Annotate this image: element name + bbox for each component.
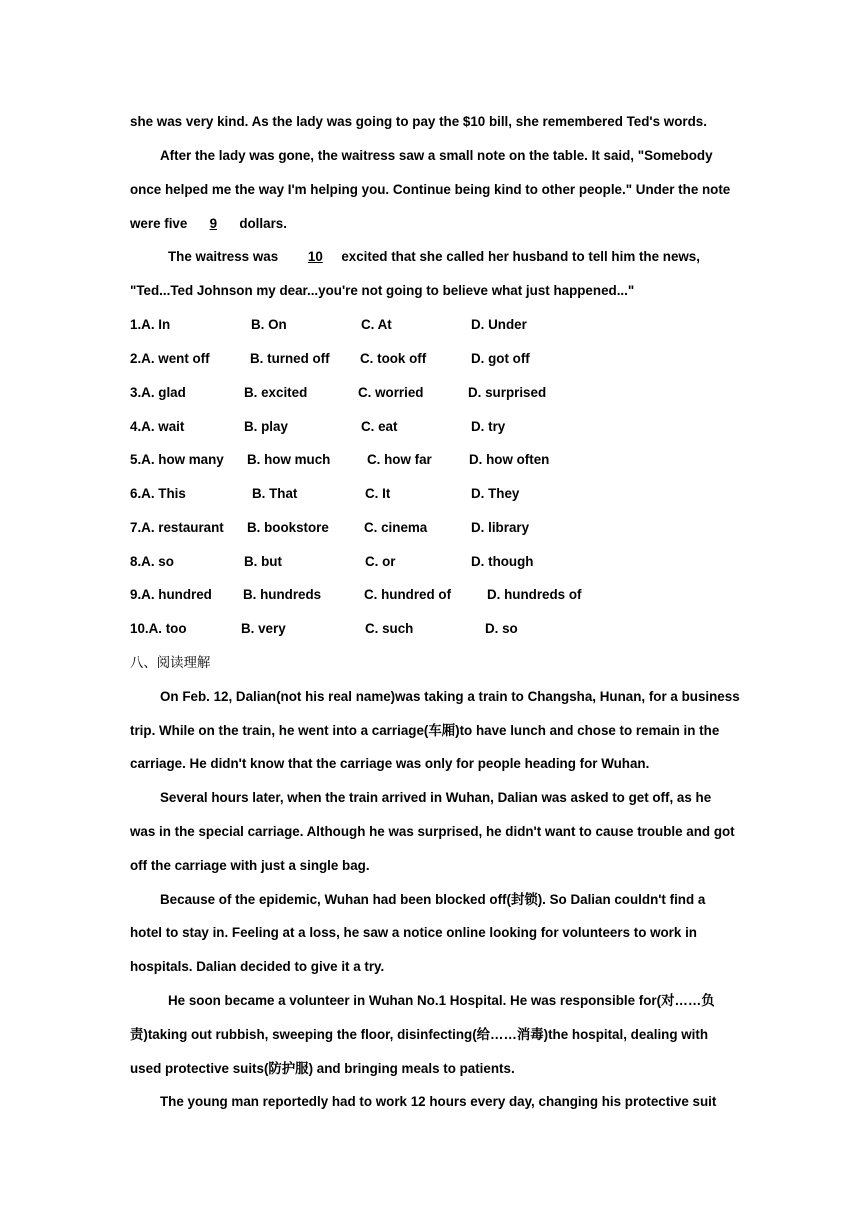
- option-d: D. got off: [471, 351, 530, 366]
- option-a: 2.A. went off: [130, 351, 210, 366]
- reading-line: trip. While on the train, he went into a carriage(车厢)to have lunch and chose to remain in the: [130, 723, 720, 738]
- cloze-text: The waitress was: [168, 249, 279, 264]
- reading-line: was in the special carriage. Although he was surprised, he didn't want to cause trouble and got: [130, 824, 735, 839]
- option-a: 7.A. restaurant: [130, 520, 224, 535]
- option-d: D. so: [485, 621, 518, 636]
- option-c: C. or: [365, 554, 396, 569]
- option-b: B. On: [251, 317, 287, 332]
- option-b: B. very: [241, 621, 286, 636]
- option-c: C. such: [365, 621, 414, 636]
- reading-line: Several hours later, when the train arrived in Wuhan, Dalian was asked to get off, as he: [160, 790, 712, 805]
- option-c: C. eat: [361, 419, 398, 434]
- option-b: B. hundreds: [243, 587, 322, 602]
- reading-line: He soon became a volunteer in Wuhan No.1 Hospital. He was responsible for(对……负: [168, 993, 715, 1008]
- reading-line: used protective suits(防护服) and bringing meals to patients.: [130, 1061, 515, 1076]
- option-b: B. bookstore: [247, 520, 329, 535]
- option-b: B. excited: [244, 385, 308, 400]
- blank-9: 9: [209, 216, 218, 231]
- option-a: 9.A. hundred: [130, 587, 212, 602]
- option-c: C. hundred of: [364, 587, 452, 602]
- option-c: C. took off: [360, 351, 427, 366]
- option-a: 1.A. In: [130, 317, 171, 332]
- option-b: B. play: [244, 419, 288, 434]
- option-d: D. how often: [469, 452, 550, 467]
- option-a: 3.A. glad: [130, 385, 186, 400]
- cloze-line: After the lady was gone, the waitress saw a small note on the table. It said, "Somebody: [160, 148, 713, 163]
- option-c: C. how far: [367, 452, 432, 467]
- option-c: C. cinema: [364, 520, 428, 535]
- section-heading: 八、阅读理解: [130, 655, 211, 670]
- option-d: D. library: [471, 520, 530, 535]
- option-b: B. That: [252, 486, 298, 501]
- cloze-line: [130, 215, 740, 233]
- reading-line: hospitals. Dalian decided to give it a try.: [130, 959, 385, 974]
- option-d: D. hundreds of: [487, 587, 582, 602]
- option-b: B. how much: [247, 452, 331, 467]
- reading-line: The young man reportedly had to work 12 hours every day, changing his protective suit: [160, 1094, 717, 1109]
- option-d: D. surprised: [468, 385, 547, 400]
- cloze-text: excited that she called her husband to tell him the news,: [341, 249, 700, 264]
- option-a: 10.A. too: [130, 621, 187, 636]
- cloze-text: were five: [130, 216, 188, 231]
- reading-line: 责)taking out rubbish, sweeping the floor, disinfecting(给……消毒)the hospital, dealing with: [130, 1027, 709, 1042]
- reading-line: On Feb. 12, Dalian(not his real name)was taking a train to Changsha, Hunan, for a business: [160, 689, 740, 704]
- option-c: C. At: [361, 317, 392, 332]
- reading-line: hotel to stay in. Feeling at a loss, he saw a notice online looking for volunteers to work in: [130, 925, 697, 940]
- option-a: 6.A. This: [130, 486, 186, 501]
- option-d: D. try: [471, 419, 506, 434]
- option-a: 5.A. how many: [130, 452, 224, 467]
- option-b: B. turned off: [250, 351, 330, 366]
- option-c: C. worried: [358, 385, 424, 400]
- option-d: D. Under: [471, 317, 527, 332]
- blank-10: 10: [307, 249, 323, 264]
- cloze-text: dollars.: [239, 216, 287, 231]
- option-a: 8.A. so: [130, 554, 174, 569]
- cloze-line: once helped me the way I'm helping you. Continue being kind to other people." Under the note: [130, 182, 731, 197]
- option-d: D. though: [471, 554, 534, 569]
- cloze-line: "Ted...Ted Johnson my dear...you're not going to believe what just happened...": [130, 283, 635, 298]
- option-d: D. They: [471, 486, 520, 501]
- reading-line: carriage. He didn't know that the carriage was only for people heading for Wuhan.: [130, 756, 650, 771]
- reading-line: Because of the epidemic, Wuhan had been blocked off(封锁). So Dalian couldn't find a: [160, 892, 706, 907]
- option-c: C. It: [365, 486, 391, 501]
- option-a: 4.A. wait: [130, 419, 185, 434]
- reading-line: off the carriage with just a single bag.: [130, 858, 370, 873]
- option-b: B. but: [244, 554, 282, 569]
- cloze-line: [168, 248, 778, 266]
- cloze-line: she was very kind. As the lady was going to pay the $10 bill, she remembered Ted's words.: [130, 114, 707, 129]
